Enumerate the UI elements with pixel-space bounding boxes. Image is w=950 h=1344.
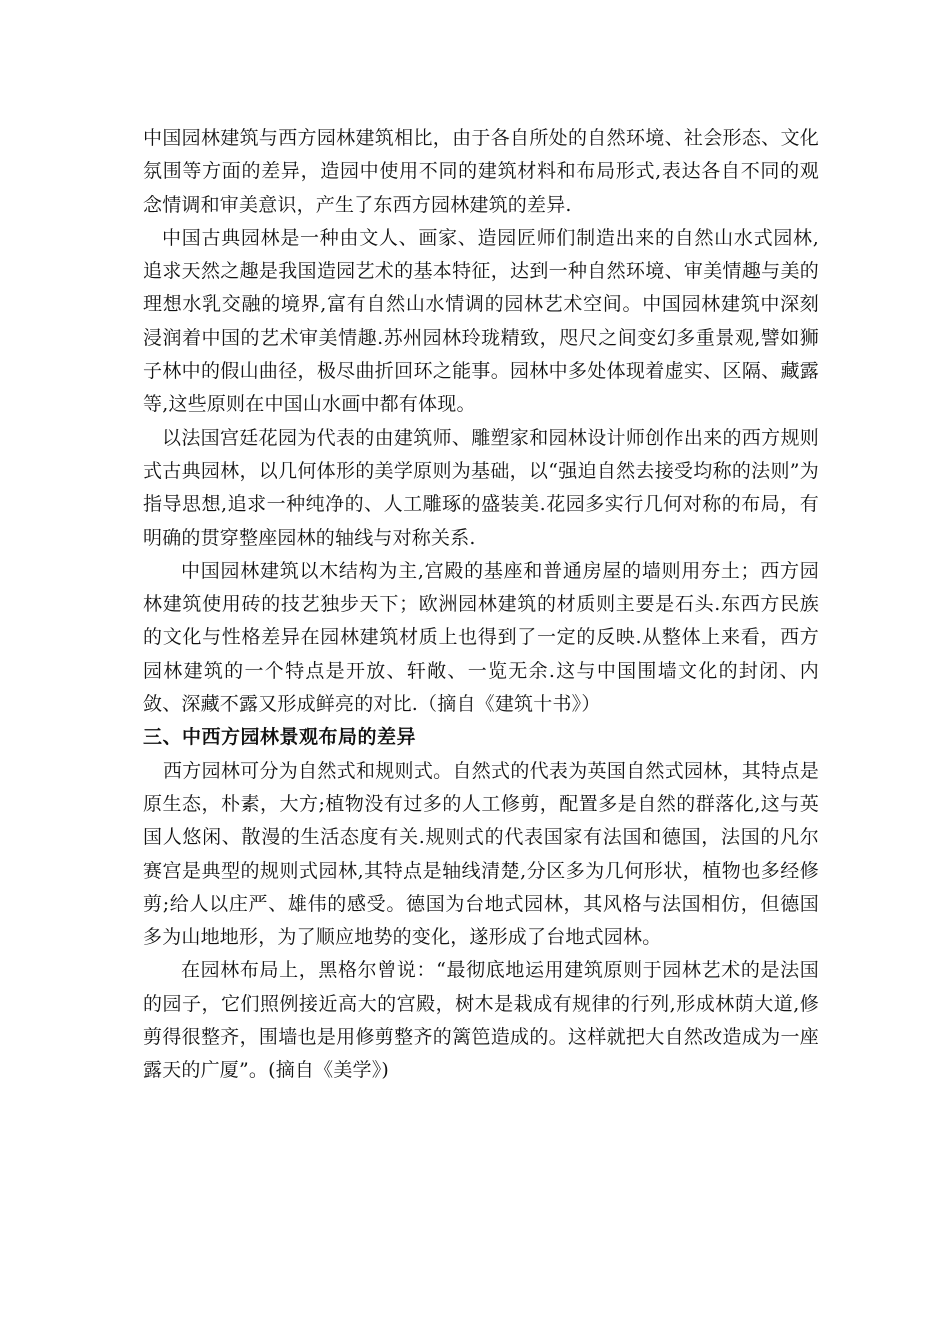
- paragraph-comparison-intro: 中国园林建筑与西方园林建筑相比，由于各自所处的自然环境、社会形态、文化氛围等方面的差异，造园中使用不同的建筑材料和布局形式,表达各自不同的观念情调和审美意识，产生了东西方园林建筑的差异.: [143, 127, 819, 216]
- paragraph-chinese-classical-garden: 中国古典园林是一种由文人、画家、造园匠师们制造出来的自然山水式园林,追求天然之趣是我国造园艺术的基本特征，达到一种自然环境、审美情趣与美的理想水乳交融的境界,富有自然山水情调的园林艺术空间。中国园林建筑中深刻浸润着中国的艺术审美情趣.苏州园林玲珑精致，咫尺之间变幻多重景观,譬如狮子林中的假山曲径，极尽曲折回环之能事。园林中多处体现着虚实、区隔、藏露等,这些原则在中国山水画中都有体现。: [143, 226, 819, 416]
- section-heading-layout-differences: 三、中西方园林景观布局的差异: [143, 726, 417, 749]
- paragraph-french-formal-garden: 以法国宫廷花园为代表的由建筑师、雕塑家和园林设计师创作出来的西方规则式古典园林，以几何体形的美学原则为基础，以“强迫自然去接受均称的法则”为指导思想,追求一种纯净的、人工雕琢的盛装美.花园多实行几何对称的布局，有明确的贯穿整座园林的轴线与对称关系.: [143, 426, 819, 549]
- paragraph-hegel-quote: 在园林布局上，黑格尔曾说：“最彻底地运用建筑原则于园林艺术的是法国的园子，它们照例接近高大的宫殿，树木是栽成有规律的行列,形成林荫大道,修剪得很整齐，围墙也是用修剪整齐的篱笆造成的。这样就把大自然改造成为一座露天的广厦”。(摘自《美学》): [143, 959, 819, 1082]
- document-body: [143, 122, 819, 1088]
- paragraph-western-garden-types: 西方园林可分为自然式和规则式。自然式的代表为英国自然式园林，其特点是原生态，朴素，大方;植物没有过多的人工修剪，配置多是自然的群落化,这与英国人悠闲、散漫的生活态度有关.规则式的代表国家有法国和德国，法国的凡尔赛宫是典型的规则式园林,其特点是轴线清楚,分区多为几何形状，植物也多经修剪;给人以庄严、雄伟的感受。德国为台地式园林，其风格与法国相仿，但德国多为山地地形，为了顺应地势的变化，遂形成了台地式园林。: [143, 759, 819, 949]
- paragraph-building-materials: 中国园林建筑以木结构为主,宫殿的基座和普通房屋的墙则用夯土；西方园林建筑使用砖的技艺独步天下；欧洲园林建筑的材质则主要是石头.东西方民族的文化与性格差异在园林建筑材质上也得到了一定的反映.从整体上来看，西方园林建筑的一个特点是开放、轩敞、一览无余.这与中国围墙文化的封闭、内敛、深藏不露又形成鲜亮的对比.（摘自《建筑十书》）: [143, 559, 819, 716]
